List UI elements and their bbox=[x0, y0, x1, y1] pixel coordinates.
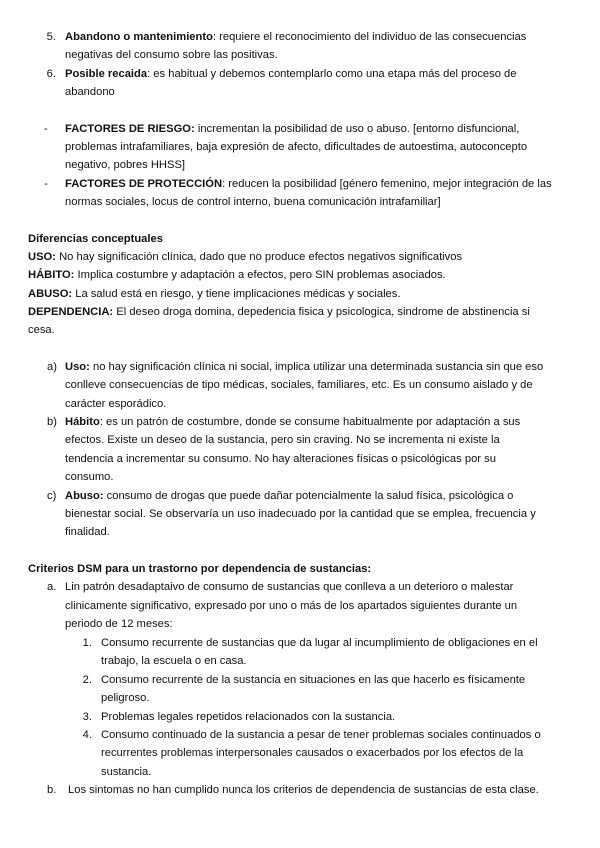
list-letter: a) bbox=[47, 361, 57, 373]
lettered-cont: finalidad. bbox=[65, 526, 110, 538]
lettered-cont: conlleve consecuencias de tipo médicas, sociales, familiares, etc. Es un consumo aislado y de bbox=[65, 379, 533, 391]
dsm-item: Problemas legales repetidos relacionados con la sustancia. bbox=[101, 711, 396, 723]
factor-text-cont: problemas intrafamiliares, baja expresión de afecto, dificultades de autoestima, autoconcepto bbox=[65, 141, 528, 153]
factor-text: incrementan la posibilidad de uso o abuso. [entorno disfuncional, bbox=[194, 123, 520, 135]
definition-dependencia: DEPENDENCIA: El deseo droga domina, depedencia fisica y psicologica, sindrome de abstinencia si bbox=[28, 306, 530, 318]
lettered-item: Abuso: consumo de drogas que puede dañar potencialmente la salud física, psicológica o bbox=[65, 490, 514, 502]
bullet-dash: - bbox=[44, 123, 48, 135]
section-heading: Diferencias conceptuales bbox=[28, 233, 163, 245]
definition-abuso: ABUSO: La salud está en riesgo, y tiene implicaciones médicas y sociales. bbox=[28, 288, 401, 300]
dsm-item-cont: sustancia. bbox=[101, 766, 152, 778]
stage-item bbox=[65, 65, 517, 83]
lettered-item: Hábito: es un patrón de costumbre, donde se consume habitualmente por adaptación a sus bbox=[65, 416, 521, 428]
dsm-a-cont: clinicamente significativo, expresado por uno o más de los apartados siguientes durante un bbox=[65, 600, 518, 612]
list-letter: b) bbox=[47, 416, 57, 428]
dsm-b-text: Los sintomas no han cumplido nunca los criterios de dependencia de sustancias de esta clase. bbox=[68, 784, 539, 796]
lettered-cont: tendencia a incrementar su consumo. No hay alteraciones físicas o psicológicas por su bbox=[65, 453, 496, 465]
bullet-dash: - bbox=[44, 178, 48, 190]
dsm-item: Consumo recurrente de la sustancia en situaciones en las que hacerlo es físicamente bbox=[101, 674, 526, 686]
def-term: USO: bbox=[28, 251, 56, 263]
definition-cont: cesa. bbox=[28, 324, 55, 336]
stage-term: Posible recaida bbox=[65, 68, 148, 80]
dsm-item-number: 1. bbox=[82, 637, 92, 649]
stage-text-cont: negativas del consumo sobre las positivas. bbox=[65, 49, 278, 61]
stage-text-cont: abandono bbox=[65, 86, 115, 98]
stage-number: 5. bbox=[46, 31, 56, 43]
list-letter: a. bbox=[47, 581, 57, 593]
dsm-item-cont: peligroso. bbox=[101, 692, 150, 704]
dsm-a-cont: periodo de 12 meses: bbox=[65, 618, 173, 630]
dsm-item-number: 2. bbox=[82, 674, 92, 686]
dsm-item: Consumo continuado de la sustancia a pesar de tener problemas sociales continuados o bbox=[101, 729, 541, 741]
definition-habito: HÁBITO: Implica costumbre y adaptación a efectos, pero SIN problemas asociados. bbox=[28, 269, 446, 281]
factor-item bbox=[65, 175, 552, 193]
dsm-item-cont: recurrentes problemas interpersonales causados o exacerbados por los efectos de la bbox=[101, 747, 524, 759]
stage-term: Abandono o mantenimiento bbox=[65, 31, 213, 43]
def-term: ABUSO: bbox=[28, 288, 73, 300]
stage-text: : requiere el reconocimiento del individuo de las consecuencias bbox=[212, 31, 527, 43]
factor-text-cont: normas sociales, locus de control interno, buena comunicación intrafamiliar] bbox=[65, 196, 441, 208]
factor-text-cont: negativo, pobres HHSS] bbox=[65, 159, 186, 171]
lettered-cont: carácter esporádico. bbox=[65, 398, 167, 410]
dsm-a-text: Lin patrón desadaptaivo de consumo de sustancias que conlleva a un deterioro o malestar bbox=[65, 581, 514, 593]
list-letter: b. bbox=[47, 784, 57, 796]
dsm-item-cont: trabajo, la escuela o en casa. bbox=[101, 655, 247, 667]
def-term: DEPENDENCIA: bbox=[28, 306, 114, 318]
section-heading: Criterios DSM para un trastorno por dependencia de sustancias: bbox=[28, 563, 372, 575]
factor-item bbox=[65, 120, 519, 138]
lettered-cont: efectos. Existe un deseo de la sustancia, pero sin craving. No se incrementa ni existe la bbox=[65, 434, 500, 446]
factor-text: : reducen la posibilidad [género femenino, mejor integración de las bbox=[222, 178, 552, 190]
lettered-cont: bienestar social. Se observaría un uso inadecuado por la cantidad que se emplea, frecuencia y bbox=[65, 508, 536, 520]
def-term: HÁBITO: bbox=[28, 269, 75, 281]
stage-number: 6. bbox=[46, 68, 56, 80]
dsm-item: Consumo recurrente de sustancias que da lugar al incumplimiento de obligaciones en el bbox=[101, 637, 538, 649]
dsm-item-number: 4. bbox=[82, 729, 92, 741]
lettered-cont: consumo. bbox=[65, 471, 114, 483]
factor-term: FACTORES DE PROTECCIÓN bbox=[65, 178, 223, 190]
lettered-item: Uso: no hay significación clínica ni social, implica utilizar una determinada sustancia sin que eso bbox=[65, 361, 544, 373]
factor-term: FACTORES DE RIESGO: bbox=[65, 123, 195, 135]
stage-text: : es habitual y debemos contemplarlo como una etapa más del proceso de bbox=[147, 68, 517, 80]
dsm-item-number: 3. bbox=[82, 711, 92, 723]
stage-item bbox=[65, 28, 526, 46]
definition-uso: USO: No hay significación clínica, dado que no produce efectos negativos significativos bbox=[28, 251, 463, 263]
list-letter: c) bbox=[47, 490, 57, 502]
